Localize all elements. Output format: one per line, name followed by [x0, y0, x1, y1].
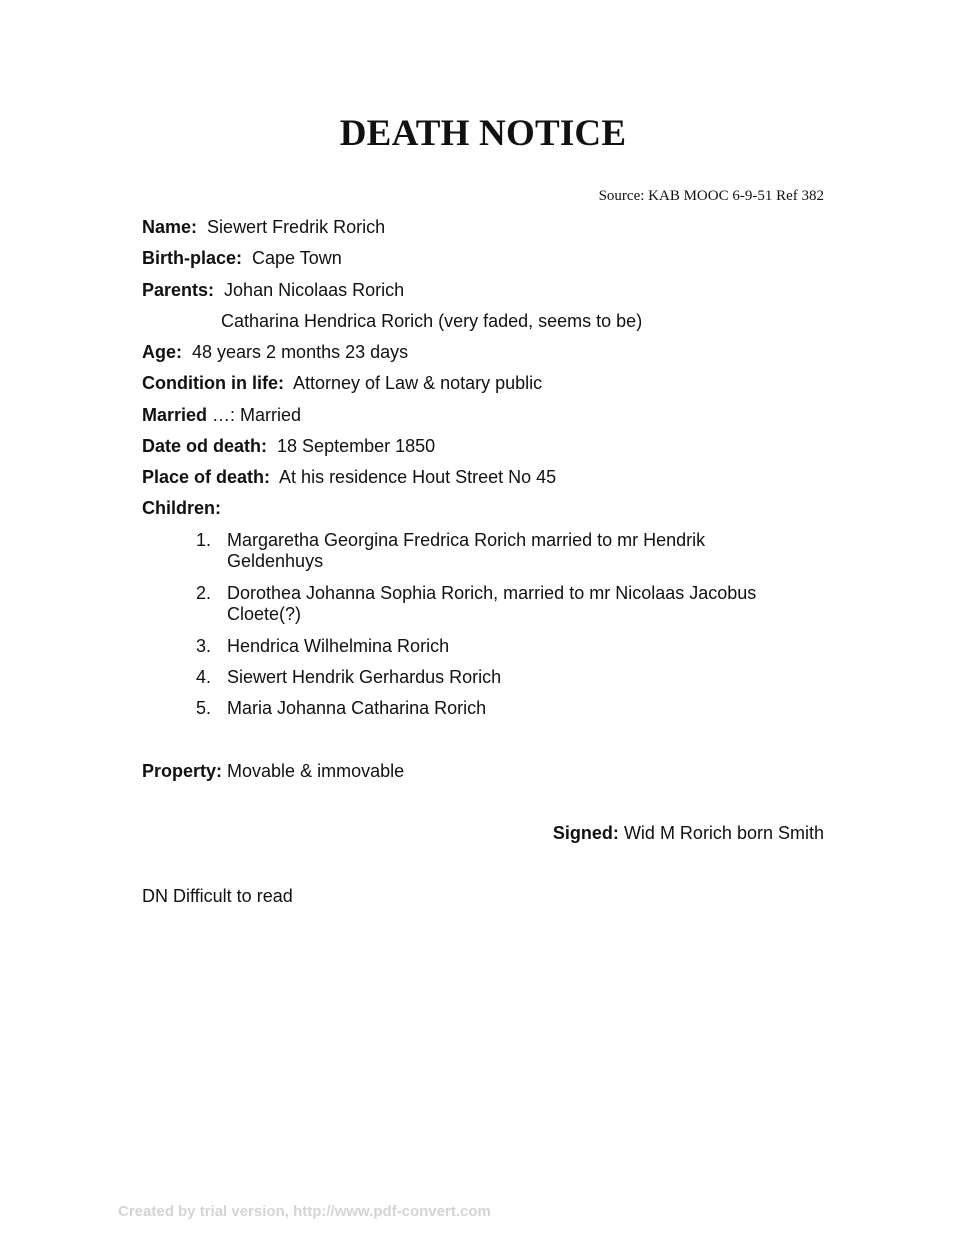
age-row: [142, 341, 408, 363]
document-title: DEATH NOTICE: [339, 113, 627, 154]
signed-value: Wid M Rorich born Smith: [623, 823, 824, 843]
list-item: [196, 583, 796, 625]
death-place-value: At his residence Hout Street No 45: [279, 467, 557, 487]
signature-row: [553, 822, 824, 844]
death-date-row: [142, 435, 435, 457]
list-item-text: Margaretha Georgina Fredrica Rorich married to mr Hendrik Geldenhuys: [227, 530, 706, 571]
birthplace-value: Cape Town: [252, 248, 342, 268]
list-item-text: Siewert Hendrik Gerhardus Rorich: [227, 667, 502, 687]
married-value: Married: [240, 405, 302, 425]
name-value: Siewert Fredrik Rorich: [207, 217, 386, 237]
list-item-number: 1.: [196, 530, 212, 550]
name-row: [142, 216, 385, 238]
married-label: Married: [142, 405, 208, 425]
age-label: Age:: [142, 342, 182, 362]
list-item-number: 2.: [196, 583, 212, 603]
watermark-text: Created by trial version, http://www.pdf-convert.com: [118, 1203, 491, 1220]
property-row: [142, 760, 404, 782]
list-item-number: 5.: [196, 698, 212, 718]
children-label: Children:: [142, 498, 221, 518]
death-place-row: [142, 466, 556, 488]
list-item: [196, 698, 796, 719]
death-date-value: 18 September 1850: [277, 436, 436, 456]
married-row: [142, 404, 301, 426]
condition-label: Condition in life:: [142, 373, 284, 393]
property-value: Movable & immovable: [227, 761, 405, 781]
source-reference: Source: KAB MOOC 6-9-51 Ref 382: [598, 188, 824, 204]
list-item-number: 4.: [196, 667, 212, 687]
parents-label: Parents:: [142, 280, 215, 300]
married-ellipsis: …:: [207, 405, 241, 425]
birthplace-row: [142, 247, 342, 269]
death-date-label: Date od death:: [142, 436, 268, 456]
parents-row: [142, 279, 404, 301]
list-item-number: 3.: [196, 636, 212, 656]
list-item-text: Maria Johanna Catharina Rorich: [227, 698, 487, 718]
condition-value: Attorney of Law & notary public: [293, 373, 543, 393]
signed-label: Signed:: [552, 823, 619, 843]
list-item-text: Dorothea Johanna Sophia Rorich, married to mr Nicolaas Jacobus Cloete(?): [227, 583, 757, 624]
condition-row: [142, 372, 542, 394]
list-item: [196, 636, 796, 657]
death-place-label: Place of death:: [142, 467, 271, 487]
parents-value-father: Johan Nicolaas Rorich: [224, 280, 405, 300]
birthplace-label: Birth-place:: [142, 248, 243, 268]
list-item: [196, 667, 796, 688]
parents-value-mother: Catharina Hendrica Rorich (very faded, seems to be): [221, 311, 643, 331]
property-label: Property:: [142, 761, 223, 781]
document-note: DN Difficult to read: [142, 886, 293, 906]
list-item-text: Hendrica Wilhelmina Rorich: [227, 636, 450, 656]
name-label: Name:: [142, 217, 198, 237]
children-heading: [142, 497, 221, 519]
list-item: [196, 530, 796, 572]
age-value: 48 years 2 months 23 days: [192, 342, 409, 362]
